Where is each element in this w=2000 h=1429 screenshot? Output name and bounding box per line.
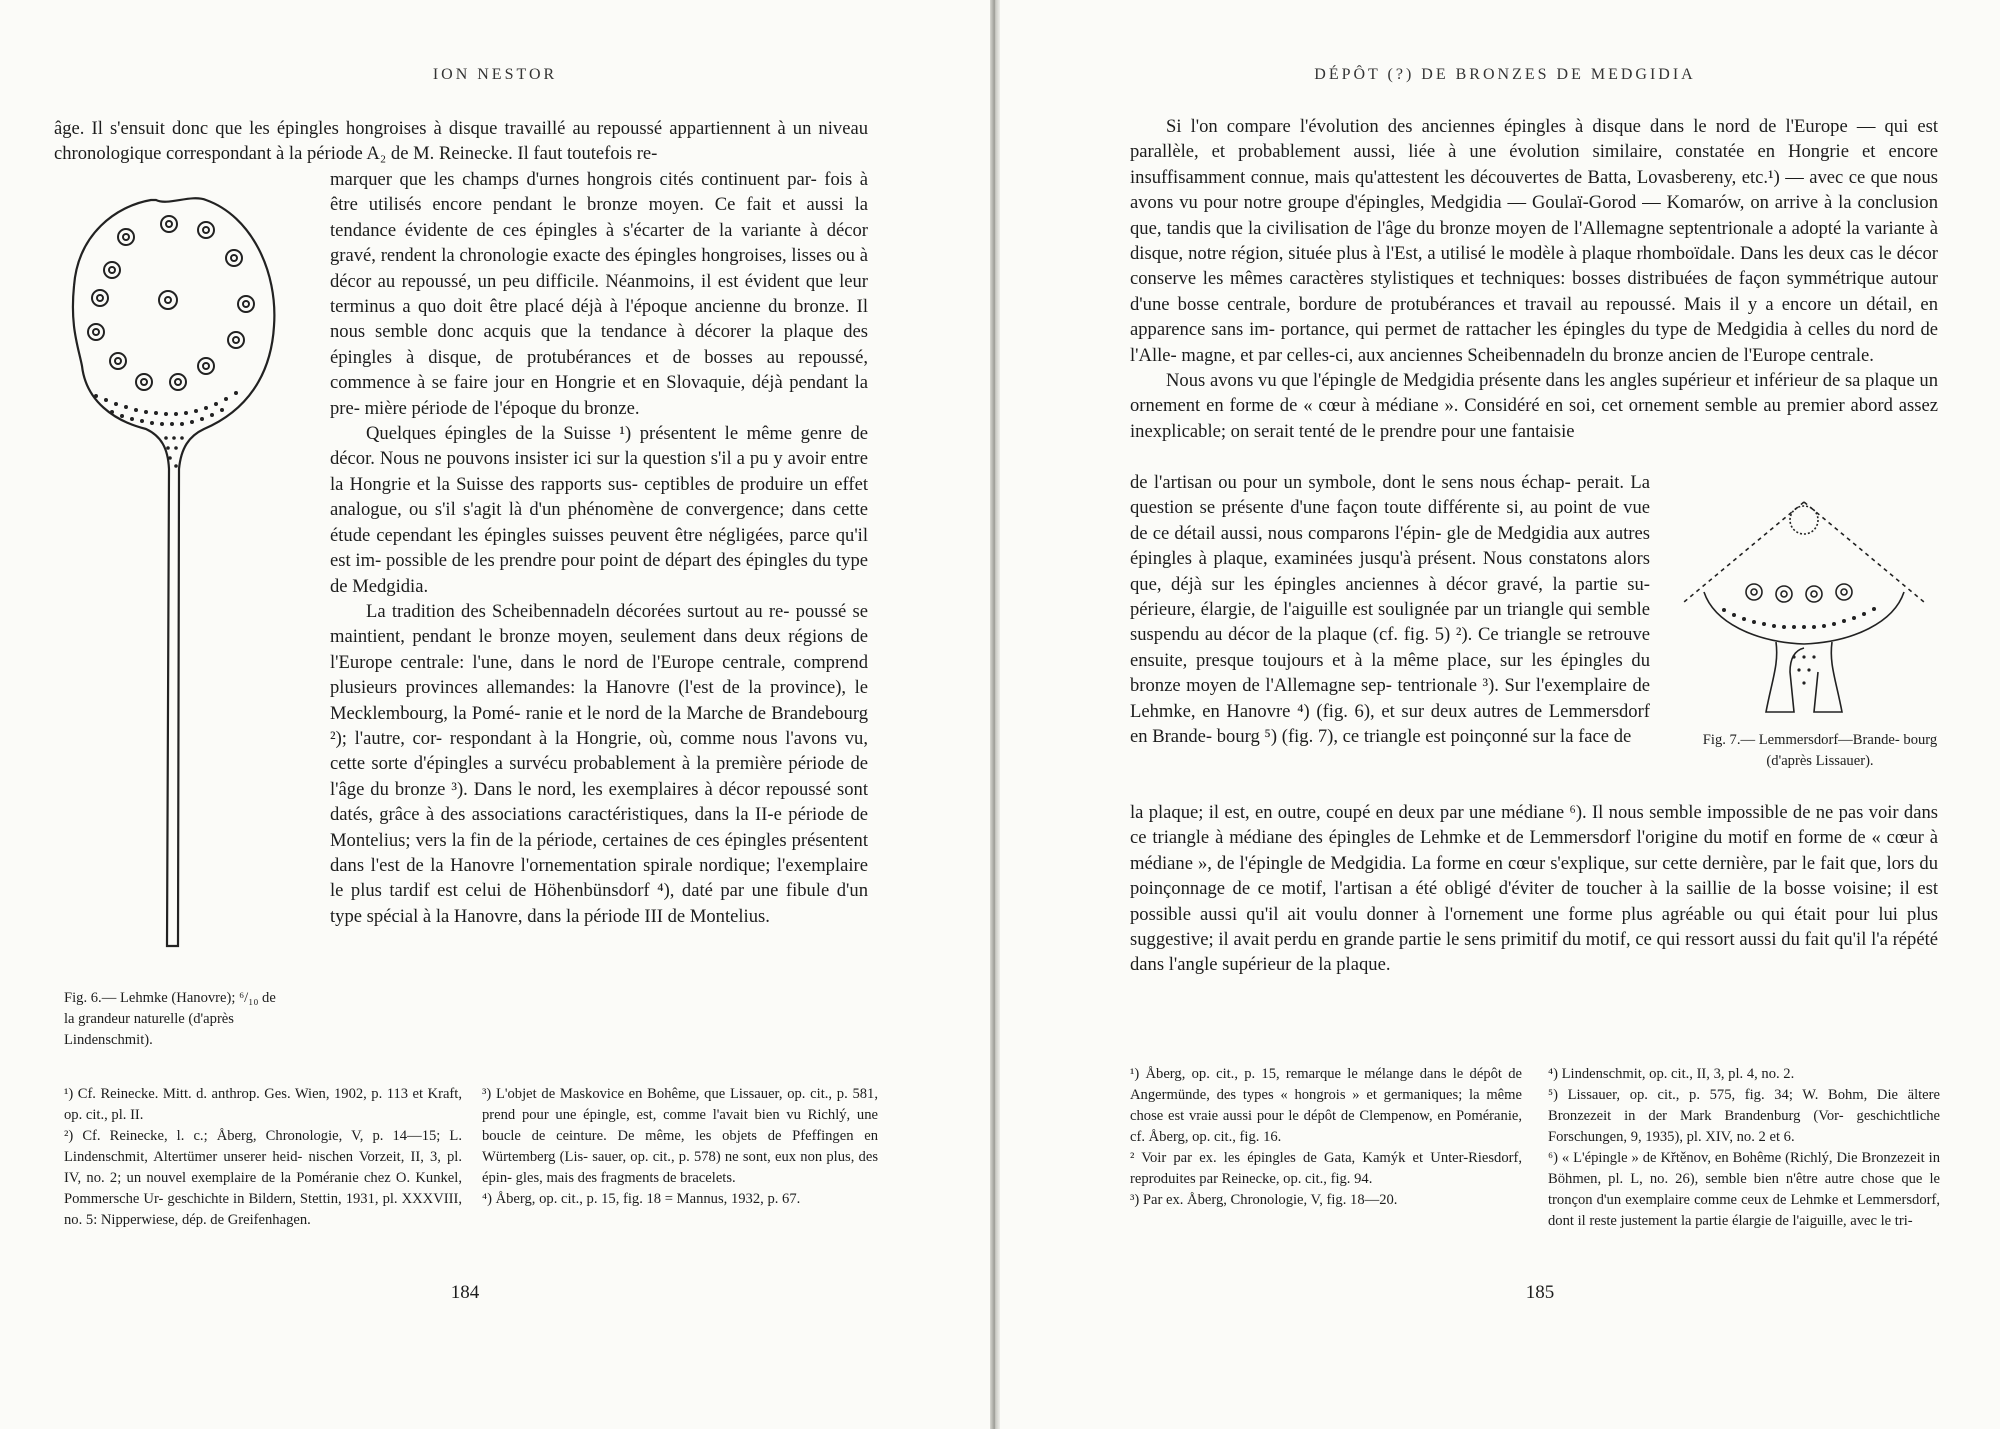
paragraph: marquer que les champs d'urnes hongrois cités continuent par- fois à être utilisés encore pendant le bronze moyen. Ce fait et aussi la tendance évidente de ces épingles à s'écarter de la variante à décor gravé, rendent la chronologie exacte des épingles hongroises, lisses ou à décor au repoussé, un peu difficile. Néanmoins, il est évident que leur terminus a quo doit être placé déjà à l'époque ancienne du bronze. Il nous semble donc acquis que la tendance à décorer la plaque des épingles à disque, de protubérances et de bosses au repoussé, commence à se faire jour en Hongrie et en Slovaquie, déjà pendant la pre- mière période de l'époque du bronze. xyxy=(330,169,868,419)
footnote: ⁴) Lindenschmit, op. cit., II, 3, pl. 4, no. 2. xyxy=(1548,1066,1795,1082)
footnotes-right-col1 xyxy=(1130,1064,1522,1211)
footnotes-right-col2 xyxy=(1548,1064,1940,1232)
footnote: ⁵) Lissauer, op. cit., p. 575, fig. 34; W. Bohm, Die ältere Bronzezeit in der Mark Brandenburg (Vor- geschichtliche Forschungen, 9, 1935), pl. XIV, no. 2 et 6. xyxy=(1548,1087,1940,1145)
footnotes-left-col2 xyxy=(482,1084,878,1210)
footnote: ¹) Åberg, op. cit., p. 15, remarque le mélange dans le dépôt de Angermünde, des types « hongrois » et germaniques; la même chose est vraie aussi pour le dépôt de Clempenow, en Poméranie, cf. Åberg, op. cit., fig. 16. xyxy=(1130,1066,1522,1145)
footnote: ² Voir par ex. les épingles de Gata, Kamýk et Unter-Riesdorf, reproduites par Reinecke, op. cit., fig. 94. xyxy=(1130,1150,1522,1187)
pin-drawing-fig6 xyxy=(56,186,306,986)
footnote: ³) L'objet de Maskovice en Bohême, que Lissauer, op. cit., p. 581, prend pour une épingle, est, comme l'avait bien vu Richlý, une boucle de ceinture. De même, les objets de Pfeffingen en Würtemberg (Lis- sauer, op. cit., p. 578) ne sont, eux non plus, des épin- gles, mais des fragments de bracelets. xyxy=(482,1086,878,1186)
paragraph: âge. Il s'ensuit donc que les épingles hongroises à disque travaillé au repoussé appartiennent à un niveau chronologique correspondant à la période A₂ de M. Reinecke. Il faut toutefois re- xyxy=(54,118,868,165)
figure-7 xyxy=(1664,492,1944,732)
left-text-column xyxy=(330,167,868,929)
paragraph: Nous avons vu que l'épingle de Medgidia présente dans les angles supérieur et inférieur de sa plaque un ornement en forme de « cœur à médiane ». Considéré en soi, cet ornement semble au premier abord assez inexplicable; on serait tenté de le prendre pour une fantaisie xyxy=(1130,370,1938,442)
right-text-column xyxy=(1130,470,1650,749)
page-number-right: 185 xyxy=(1525,1282,1555,1303)
paragraph: Quelques épingles de la Suisse ¹) présentent le même genre de décor. Nous ne pouvons insister ici sur la question s'il a pu y avoir entre la Hongrie et la Suisse des rapports sus- ceptibles de produire un effet analogue, ou s'il s'agit là d'un phénomène de convergence; dans cette étude cependant les épingles suisses peuvent être négligées, parce qu'il est im- possible de les prendre pour point de départ des épingles du type de Medgidia. xyxy=(330,423,868,597)
running-header-right: DÉPÔT (?) DE BRONZES DE MEDGIDIA xyxy=(1314,66,1696,83)
figure-7-caption: Fig. 7.— Lemmersdorf—Brande- bourg (d'après Lissauer). xyxy=(1702,732,1938,769)
left-page xyxy=(0,0,990,1429)
footnote: ⁴) Åberg, op. cit., p. 15, fig. 18 = Mannus, 1932, p. 67. xyxy=(482,1191,801,1207)
book-gutter xyxy=(990,0,1000,1429)
footnote: ⁶) « L'épingle » de Křtěnov, en Bohême (Richlý, Die Bronzezeit in Böhmen, pl. L, no. 26), semble bien n'être autre chose que le tronçon d'un exemplaire comme ceux de Lehmke et Lemmersdorf, dont il reste justement la partie élargie de l'aiguille, avec le tri- xyxy=(1548,1150,1940,1229)
right-text-bottom xyxy=(1130,800,1938,978)
figure-6 xyxy=(56,186,306,986)
footnotes-left-col1 xyxy=(64,1084,462,1231)
paragraph: de l'artisan ou pour un symbole, dont le sens nous échap- perait. La question se présente d'une façon toute différente si, au point de vue de ce détail aussi, nous comparons l'épin- gle de Medgidia aux autres épingles à plaque, examinées jusqu'à présent. Nous constatons alors que, déjà sur les épingles anciennes à décor gravé, la partie su- périeure, élargie, de l'aiguille est soulignée par un triangle qui semble suspendu au décor de la plaque (cf. fig. 5) ²). Ce triangle se retrouve ensuite, presque toujours et à la même place, sur les épingles du bronze moyen de l'Allemagne sep- tentrionale ³). Sur l'exemplaire de Lehmke, en Hanovre ⁴) (fig. 6), et sur deux autres de Lemmersdorf en Brande- bourg ⁵) (fig. 7), ce triangle est poinçonné sur la face de xyxy=(1130,472,1650,748)
footnote: ¹) Cf. Reinecke. Mitt. d. anthrop. Ges. Wien, 1902, p. 113 et Kraft, op. cit., pl. II. xyxy=(64,1086,462,1123)
pin-drawing-fig7 xyxy=(1664,492,1944,732)
left-text-top xyxy=(54,116,868,167)
running-header-left: ION NESTOR xyxy=(432,66,558,83)
right-text-top xyxy=(1130,114,1938,444)
paragraph: la plaque; il est, en outre, coupé en deux par une médiane ⁶). Il nous semble impossible de ne pas voir dans ce triangle à médiane des épingles de Lehmke et de Lemmersdorf l'origine du motif en forme de « cœur à médiane », de l'épingle de Medgidia. La forme en cœur s'explique, sur cette dernière, par le fait que, lors du poinçonnage de ce motif, l'artisan a été obligé d'éviter de toucher à la saillie de la bosse voisine; il est possible aussi qu'il ait voulu donner à l'ornement une forme plus agréable ou qui était pour lui plus suggestive; il avait perdu en grande partie le sens primitif du motif, ce qui ressort aussi du fait qu'il l'a répété dans l'angle supérieur de la plaque. xyxy=(1130,802,1938,976)
page-number-left: 184 xyxy=(450,1282,480,1303)
footnote: ³) Par ex. Åberg, Chronologie, V, fig. 18—20. xyxy=(1130,1192,1398,1208)
footnote: ²) Cf. Reinecke, l. c.; Åberg, Chronologie, V, p. 14—15; L. Lindenschmit, Altertümer unserer heid- nischen Vorzeit, II, 3, pl. IV, no. 2; un nouvel exemplaire de la Poméranie chez O. Kunkel, Pommersche Ur- geschichte in Bildern, Stettin, 1931, pl. XXXVIII, no. 5: Nipperwiese, dép. de Greifenhagen. xyxy=(64,1128,462,1228)
paragraph: Si l'on compare l'évolution des anciennes épingles à disque dans le nord de l'Europe — qui est parallèle, et probablement aussi, liée à une évolution similaire, constatée en Hongrie et encore insuffisamment connue, mais qu'attestent les découvertes de Batta, Lovasbereny, etc.¹) — avec ce que nous avons vu pour notre groupe d'épingles, Medgidia — Goulaï-Gorod — Komarów, on arrive à la conclusion que, tandis que la civilisation de l'âge du bronze moyen de l'Allemagne septentrionale a adopté la variante à disque, notre région, située plus à l'Est, a utilisé le modèle à plaque rhomboïdale. Dans les deux cas le décor conserve les mêmes caractères stylistiques et techniques: bosses distribuées de façon symmétrique autour d'une bosse centrale, bordure de protubérances et travail au repoussé. Mais il y a encore un détail, en apparence sans im- portance, qui permet de rattacher les épingles du type de Medgidia à celles du nord de l'Alle- magne, et par celles-ci, aux anciennes Scheibennadeln du bronze ancien de l'Europe centrale. xyxy=(1130,116,1938,366)
paragraph: La tradition des Scheibennadeln décorées surtout au re- poussé se maintient, pendant le bronze moyen, seulement dans deux régions de l'Europe centrale: l'une, dans le nord de l'Europe centrale, comprend plusieurs provinces allemandes: la Hanovre (l'est de la province), le Mecklembourg, la Pomé- ranie et le nord de la Marche de Brandebourg ²); l'autre, cor- respondant à la Hongrie, où, comme nous l'avons vu, cette sorte d'épingles a survécu probablement à la première période de l'âge du bronze ³). Dans le nord, les exemplaires à décor repoussé sont datés, grâce à des associations caractéristiques, dans la II-e période de Montelius; vers la fin de la période, certaines de ces épingles présentent dans l'est de la Hanovre l'ornementation spirale nordique; l'exemplaire le plus tardif est celui de Höhenbünsdorf ⁴), daté par une fibule d'un type spécial à la Hanovre, dans la période III de Montelius. xyxy=(330,600,868,927)
figure-6-caption: Fig. 6.— Lehmke (Hanovre); ⁶/₁₀ de la grandeur naturelle (d'après Lindenschmit). xyxy=(64,990,276,1048)
right-page xyxy=(1000,0,2000,1429)
